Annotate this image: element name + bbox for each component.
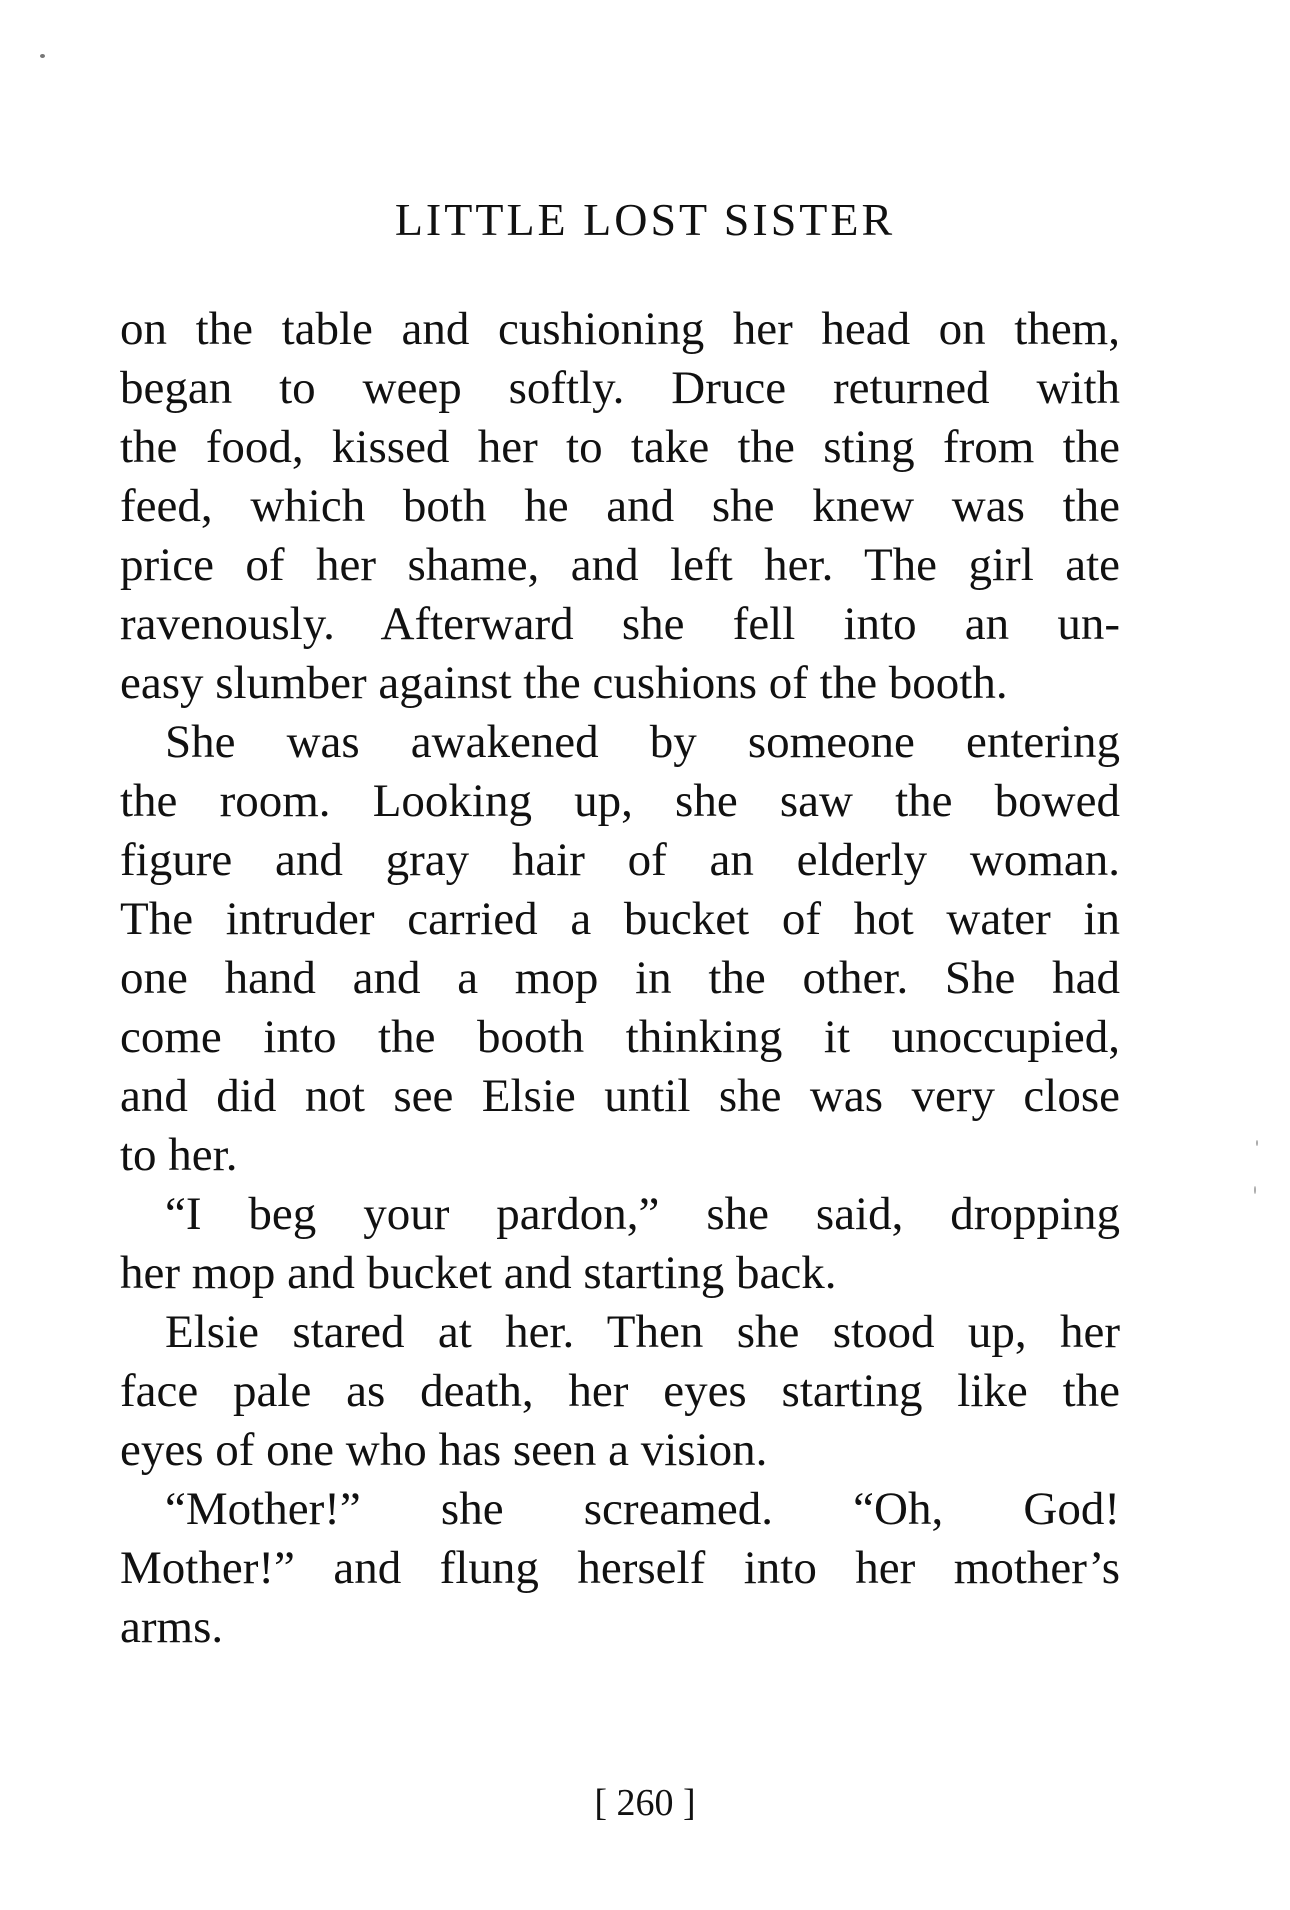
text-line: eyes of one who has seen a vision. [120,1424,768,1476]
text-line: come into the booth thinking it unoccupied, [120,1011,1120,1063]
text-line: ravenously. Afterward she fell into an un- [120,598,1120,650]
text-line: the food, kissed her to take the sting from the [120,421,1120,473]
text-line: one hand and a mop in the other. She had [120,952,1120,1004]
page-number: [ 260 ] [594,1782,696,1824]
text-line: Mother!” and flung herself into her mother’s [120,1542,1120,1594]
text-line: “Mother!” she screamed. “Oh, God! [165,1483,1120,1535]
scan-speck [1254,1186,1256,1194]
running-head: LITTLE LOST SISTER [394,194,896,245]
text-line: The intruder carried a bucket of hot water in [120,893,1120,945]
text-line: and did not see Elsie until she was very close [120,1070,1120,1122]
text-line: to her. [120,1129,238,1181]
text-line: “I beg your pardon,” she said, dropping [165,1188,1120,1240]
body-text [120,300,1120,1657]
text-line: on the table and cushioning her head on them, [120,303,1120,355]
text-line: easy slumber against the cushions of the booth. [120,657,1008,709]
text-line: She was awakened by someone entering [165,716,1120,768]
text-line: price of her shame, and left her. The girl ate [120,539,1120,591]
text-line: face pale as death, her eyes starting like the [120,1365,1120,1417]
text-line: arms. [120,1601,224,1653]
scan-speck [1256,1140,1258,1146]
text-line: Elsie stared at her. Then she stood up, her [165,1306,1120,1358]
text-line: began to weep softly. Druce returned with [120,362,1120,414]
text-line: the room. Looking up, she saw the bowed [120,775,1120,827]
text-line: figure and gray hair of an elderly woman. [120,834,1120,886]
text-line: feed, which both he and she knew was the [120,480,1120,532]
scan-speck [40,54,45,58]
text-line: her mop and bucket and starting back. [120,1247,837,1299]
